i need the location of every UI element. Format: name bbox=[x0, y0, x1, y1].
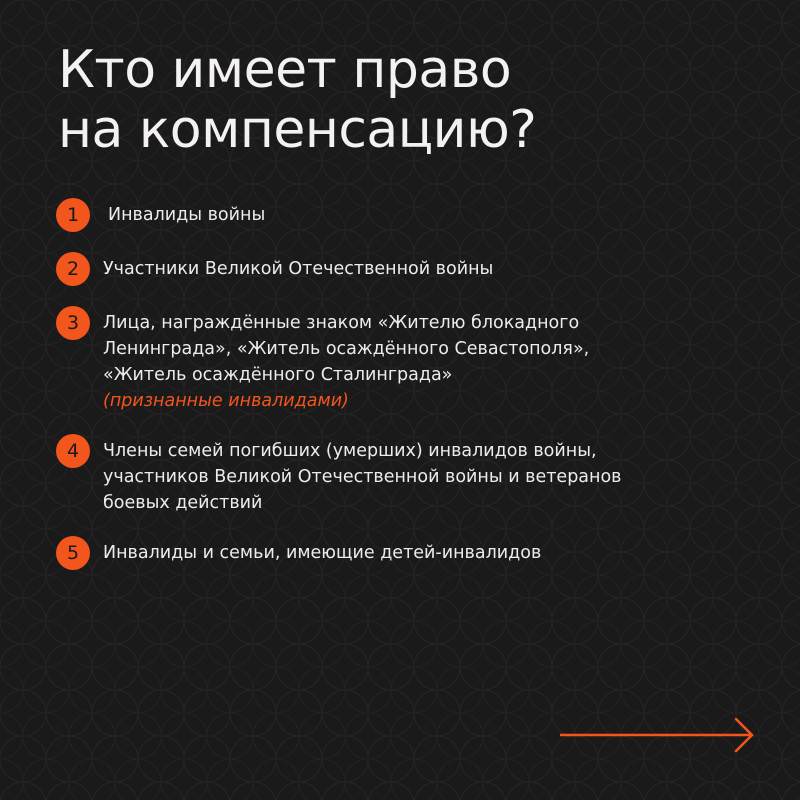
list-item-accent-note: (признанные инвалидами) bbox=[103, 391, 349, 411]
list-item bbox=[56, 438, 746, 516]
list-item-line: Члены семей погибших (умерших) инвалидов войны, bbox=[103, 441, 597, 461]
list-item-line: участников Великой Отечественной войны и ветеранов bbox=[103, 467, 622, 487]
list-item bbox=[56, 256, 746, 286]
slide-title bbox=[58, 40, 758, 160]
list-item-text bbox=[103, 540, 541, 566]
number-badge: 2 bbox=[56, 252, 90, 286]
list-item-text bbox=[103, 202, 265, 228]
list-item-line: Участники Великой Отечественной войны bbox=[103, 259, 494, 279]
eligibility-list bbox=[56, 202, 746, 594]
list-item-line: Инвалиды и семьи, имеющие детей-инвалидов bbox=[103, 543, 542, 563]
number-badge: 4 bbox=[56, 434, 90, 468]
number-badge: 5 bbox=[56, 536, 90, 570]
list-item-line: Ленинграда», «Житель осаждённого Севастополя», bbox=[103, 339, 590, 359]
number-badge: 1 bbox=[56, 198, 90, 232]
list-item-text bbox=[103, 256, 493, 282]
list-item-text bbox=[103, 310, 589, 414]
list-item bbox=[56, 310, 746, 414]
slide-title-line-2: на компенсацию? bbox=[58, 100, 537, 160]
list-item-line: Лица, награждённые знаком «Жителю блокадного bbox=[103, 313, 580, 333]
list-item-line: Инвалиды войны bbox=[108, 205, 266, 225]
list-item-text bbox=[103, 438, 622, 516]
list-item-line: «Житель осаждённого Сталинграда» bbox=[103, 365, 453, 385]
arrow-right-icon[interactable] bbox=[560, 718, 756, 752]
list-item bbox=[56, 202, 746, 232]
list-item-line: боевых действий bbox=[103, 493, 263, 513]
slide-title-line-1: Кто имеет право bbox=[58, 40, 512, 100]
number-badge: 3 bbox=[56, 306, 90, 340]
list-item bbox=[56, 540, 746, 570]
